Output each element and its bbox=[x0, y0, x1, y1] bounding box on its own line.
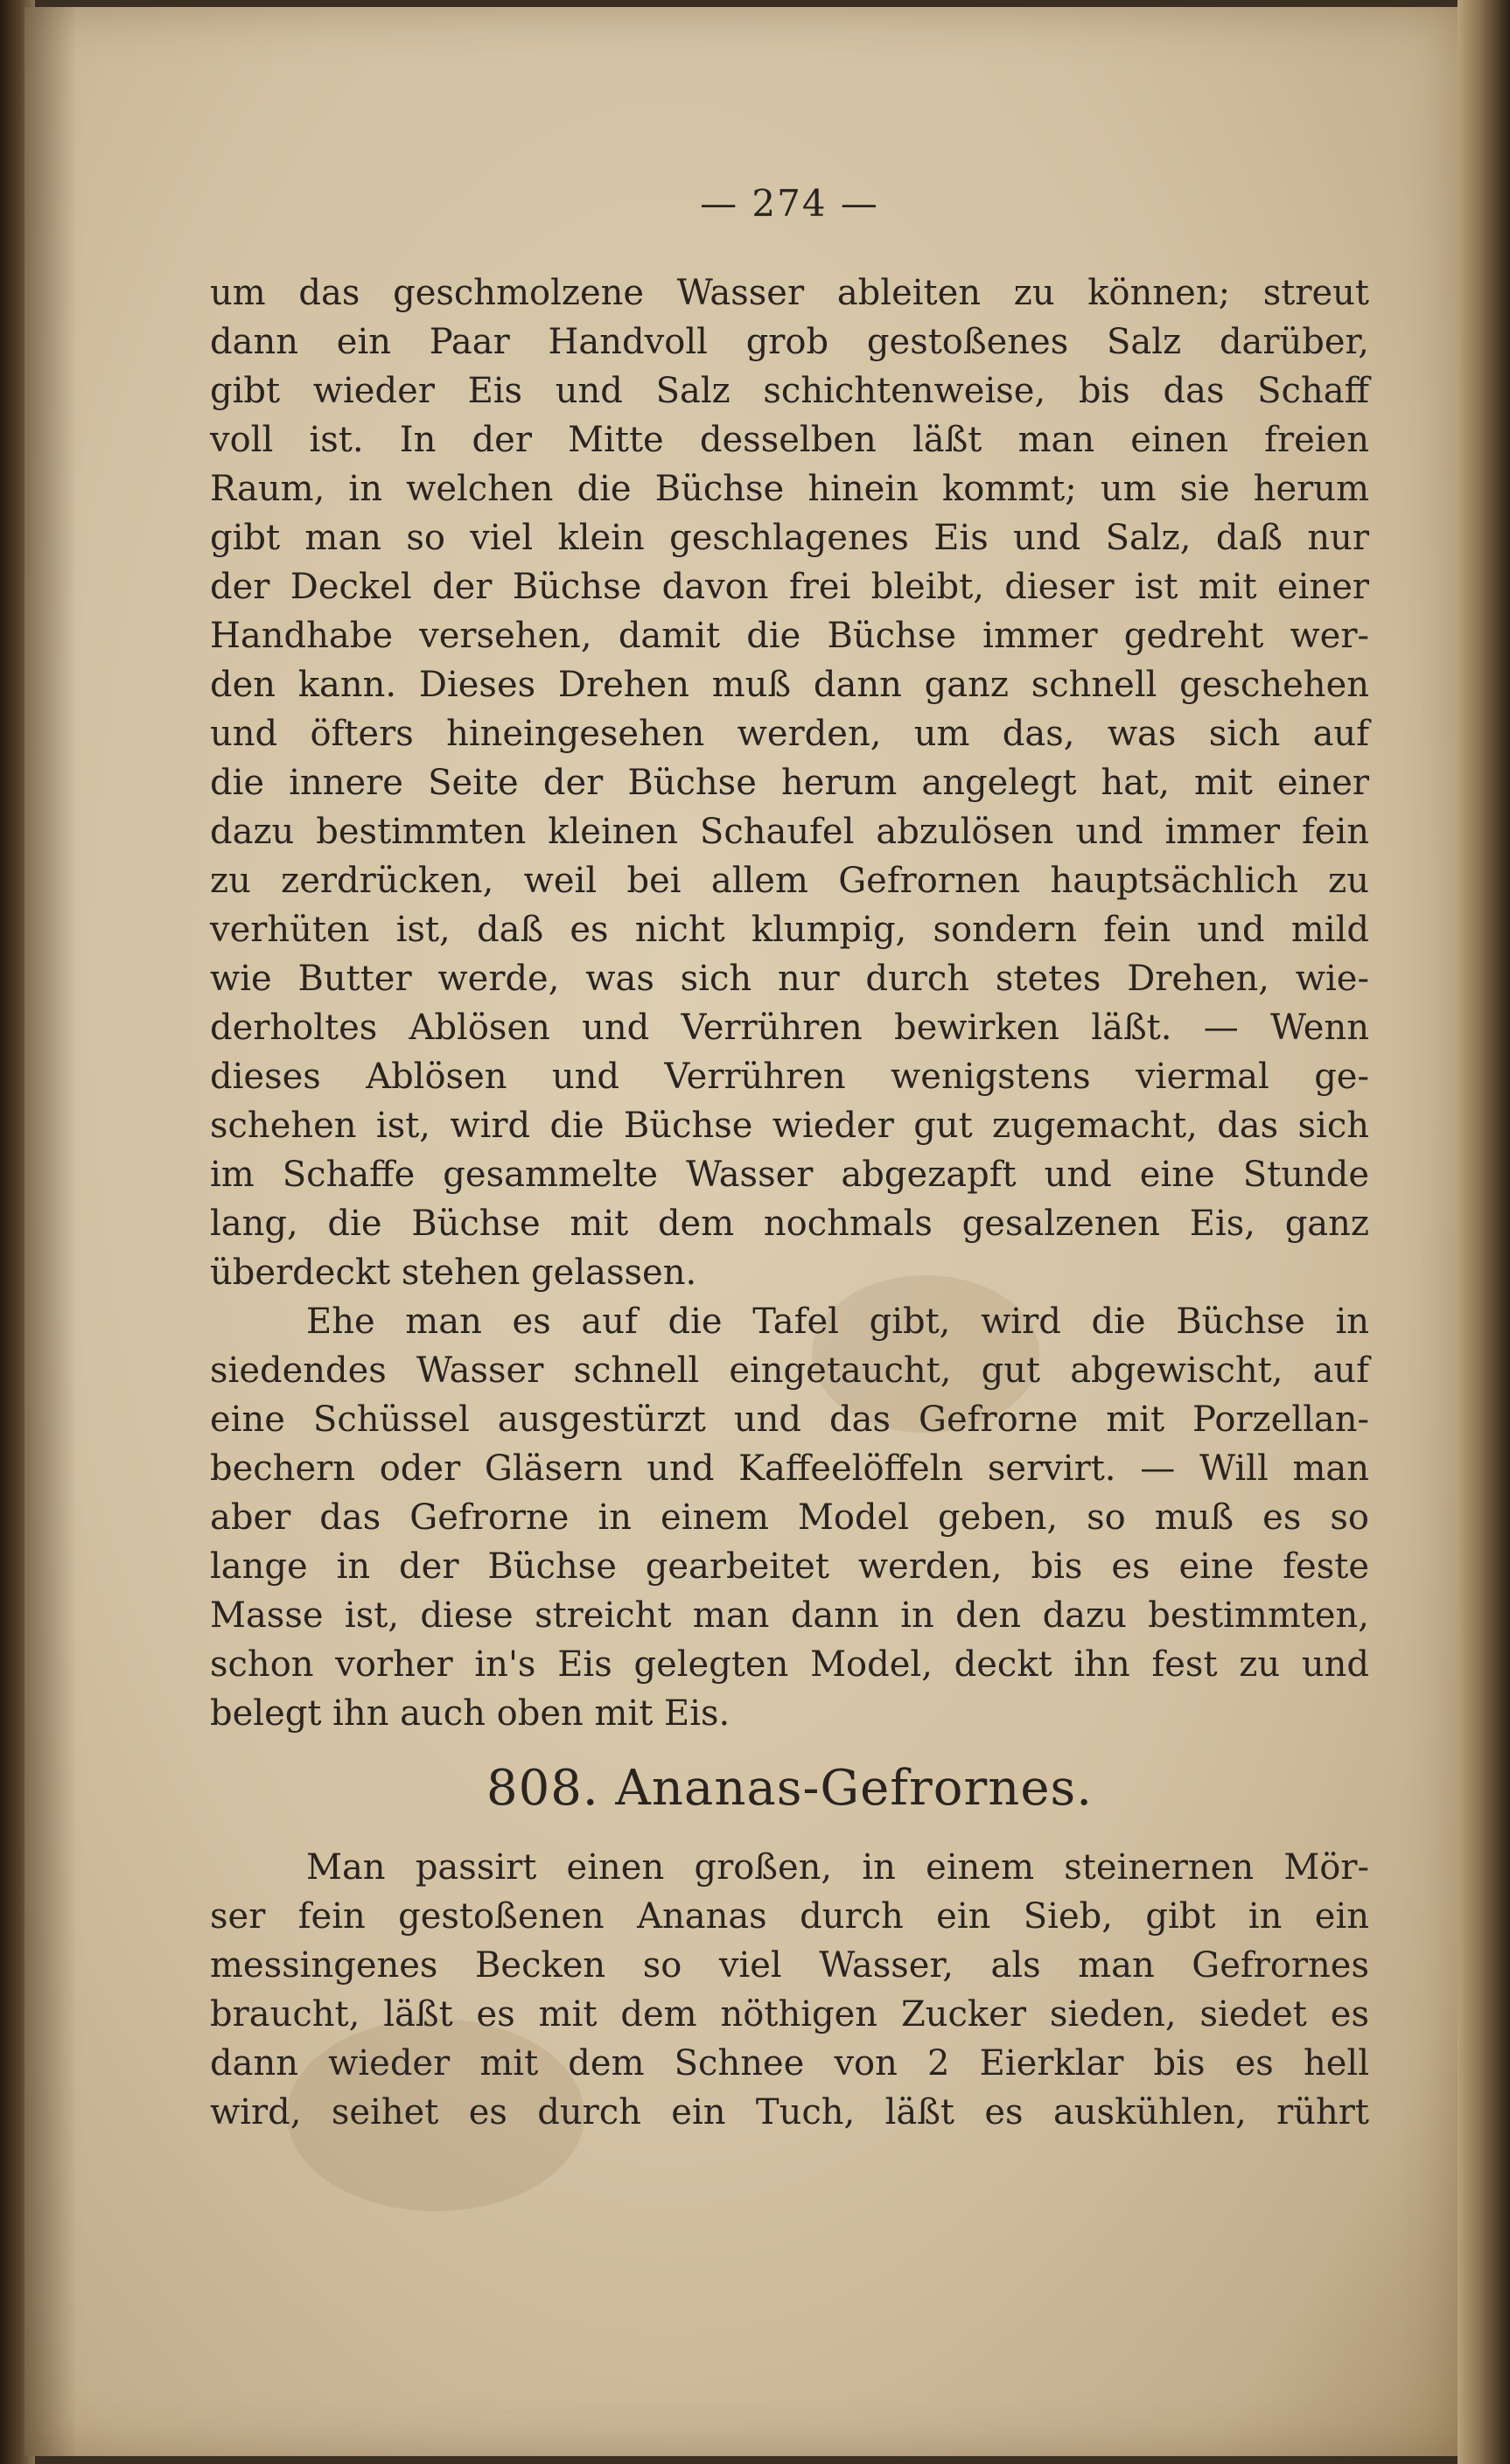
text-line: Man passirt einen großen, in einem steinernen Mör- bbox=[306, 1847, 1369, 1888]
text-line: lang, die Büchse mit dem nochmals gesalzenen Eis, ganz bbox=[210, 1204, 1369, 1244]
text-line: dann ein Paar Handvoll grob gestoßenes Salz darüber, bbox=[210, 322, 1369, 362]
text-line: Masse ist, diese streicht man dann in den dazu bestimmten, bbox=[210, 1595, 1369, 1636]
text-line: im Schaffe gesammelte Wasser abgezapft und eine Stunde bbox=[210, 1155, 1369, 1195]
text-line: Raum, in welchen die Büchse hinein kommt; um sie herum bbox=[210, 469, 1369, 509]
text-line: den kann. Dieses Drehen muß dann ganz schnell geschehen bbox=[210, 665, 1369, 705]
text-line: siedendes Wasser schnell eingetaucht, gut abgewischt, auf bbox=[210, 1351, 1369, 1391]
text-line: die innere Seite der Büchse herum angelegt hat, mit einer bbox=[210, 763, 1369, 803]
text-line: Handhabe versehen, damit die Büchse immer gedreht wer- bbox=[210, 616, 1369, 656]
text-line: wird, seihet es durch ein Tuch, läßt es auskühlen, rührt bbox=[210, 2092, 1369, 2132]
paragraph-1 bbox=[210, 269, 1369, 1297]
text-line: dazu bestimmten kleinen Schaufel abzulösen und immer fein bbox=[210, 812, 1369, 852]
text-line: um das geschmolzene Wasser ableiten zu können; streut bbox=[210, 273, 1369, 313]
text-line: derholtes Ablösen und Verrühren bewirken läßt. — Wenn bbox=[210, 1008, 1369, 1048]
text-line: dieses Ablösen und Verrühren wenigstens viermal ge- bbox=[210, 1057, 1369, 1097]
text-line: und öfters hineingesehen werden, um das, was sich auf bbox=[210, 714, 1369, 754]
text-line: braucht, läßt es mit dem nöthigen Zucker sieden, siedet es bbox=[210, 1994, 1369, 2035]
text-line: messingenes Becken so viel Wasser, als man Gefrornes bbox=[210, 1945, 1369, 1986]
gutter-shadow bbox=[24, 7, 77, 2456]
text-line: verhüten ist, daß es nicht klumpig, sondern fein und mild bbox=[210, 910, 1369, 950]
text-line: aber das Gefrorne in einem Model geben, so muß es so bbox=[210, 1497, 1369, 1538]
text-line: schehen ist, wird die Büchse wieder gut zugemacht, das sich bbox=[210, 1106, 1369, 1146]
text-line: gibt man so viel klein geschlagenes Eis und Salz, daß nur bbox=[210, 518, 1369, 558]
text-line: überdeckt stehen gelassen. bbox=[210, 1253, 697, 1293]
text-line: der Deckel der Büchse davon frei bleibt, dieser ist mit einer bbox=[210, 567, 1369, 607]
text-line: lange in der Büchse gearbeitet werden, bis es eine feste bbox=[210, 1546, 1369, 1587]
text-line: schon vorher in's Eis gelegten Model, deckt ihn fest zu und bbox=[210, 1644, 1369, 1685]
page-number: — 274 — bbox=[700, 182, 879, 225]
text-line: dann wieder mit dem Schnee von 2 Eierklar bis es hell bbox=[210, 2043, 1369, 2084]
text-line: gibt wieder Eis und Salz schichtenweise, bis das Schaff bbox=[210, 371, 1369, 411]
text-line: bechern oder Gläsern und Kaffeelöffeln servirt. — Will man bbox=[210, 1448, 1369, 1489]
text-line: eine Schüssel ausgestürzt und das Gefrorne mit Porzellan- bbox=[210, 1400, 1369, 1440]
text-line: zu zerdrücken, weil bei allem Gefrornen hauptsächlich zu bbox=[210, 861, 1369, 901]
text-line: voll ist. In der Mitte desselben läßt man einen freien bbox=[210, 420, 1369, 460]
paragraph-2 bbox=[210, 1297, 1369, 1738]
paragraph-3 bbox=[210, 1843, 1369, 2137]
text-line: ser fein gestoßenen Ananas durch ein Sieb, gibt in ein bbox=[210, 1896, 1369, 1937]
text-line: Ehe man es auf die Tafel gibt, wird die Büchse in bbox=[306, 1302, 1369, 1342]
page-text bbox=[210, 179, 1369, 2137]
recipe-heading: 808. Ananas-Gefrornes. bbox=[486, 1760, 1094, 1817]
text-line: wie Butter werde, was sich nur durch stetes Drehen, wie- bbox=[210, 959, 1369, 999]
text-line: belegt ihn auch oben mit Eis. bbox=[210, 1693, 731, 1734]
fore-edge bbox=[1458, 0, 1510, 2464]
